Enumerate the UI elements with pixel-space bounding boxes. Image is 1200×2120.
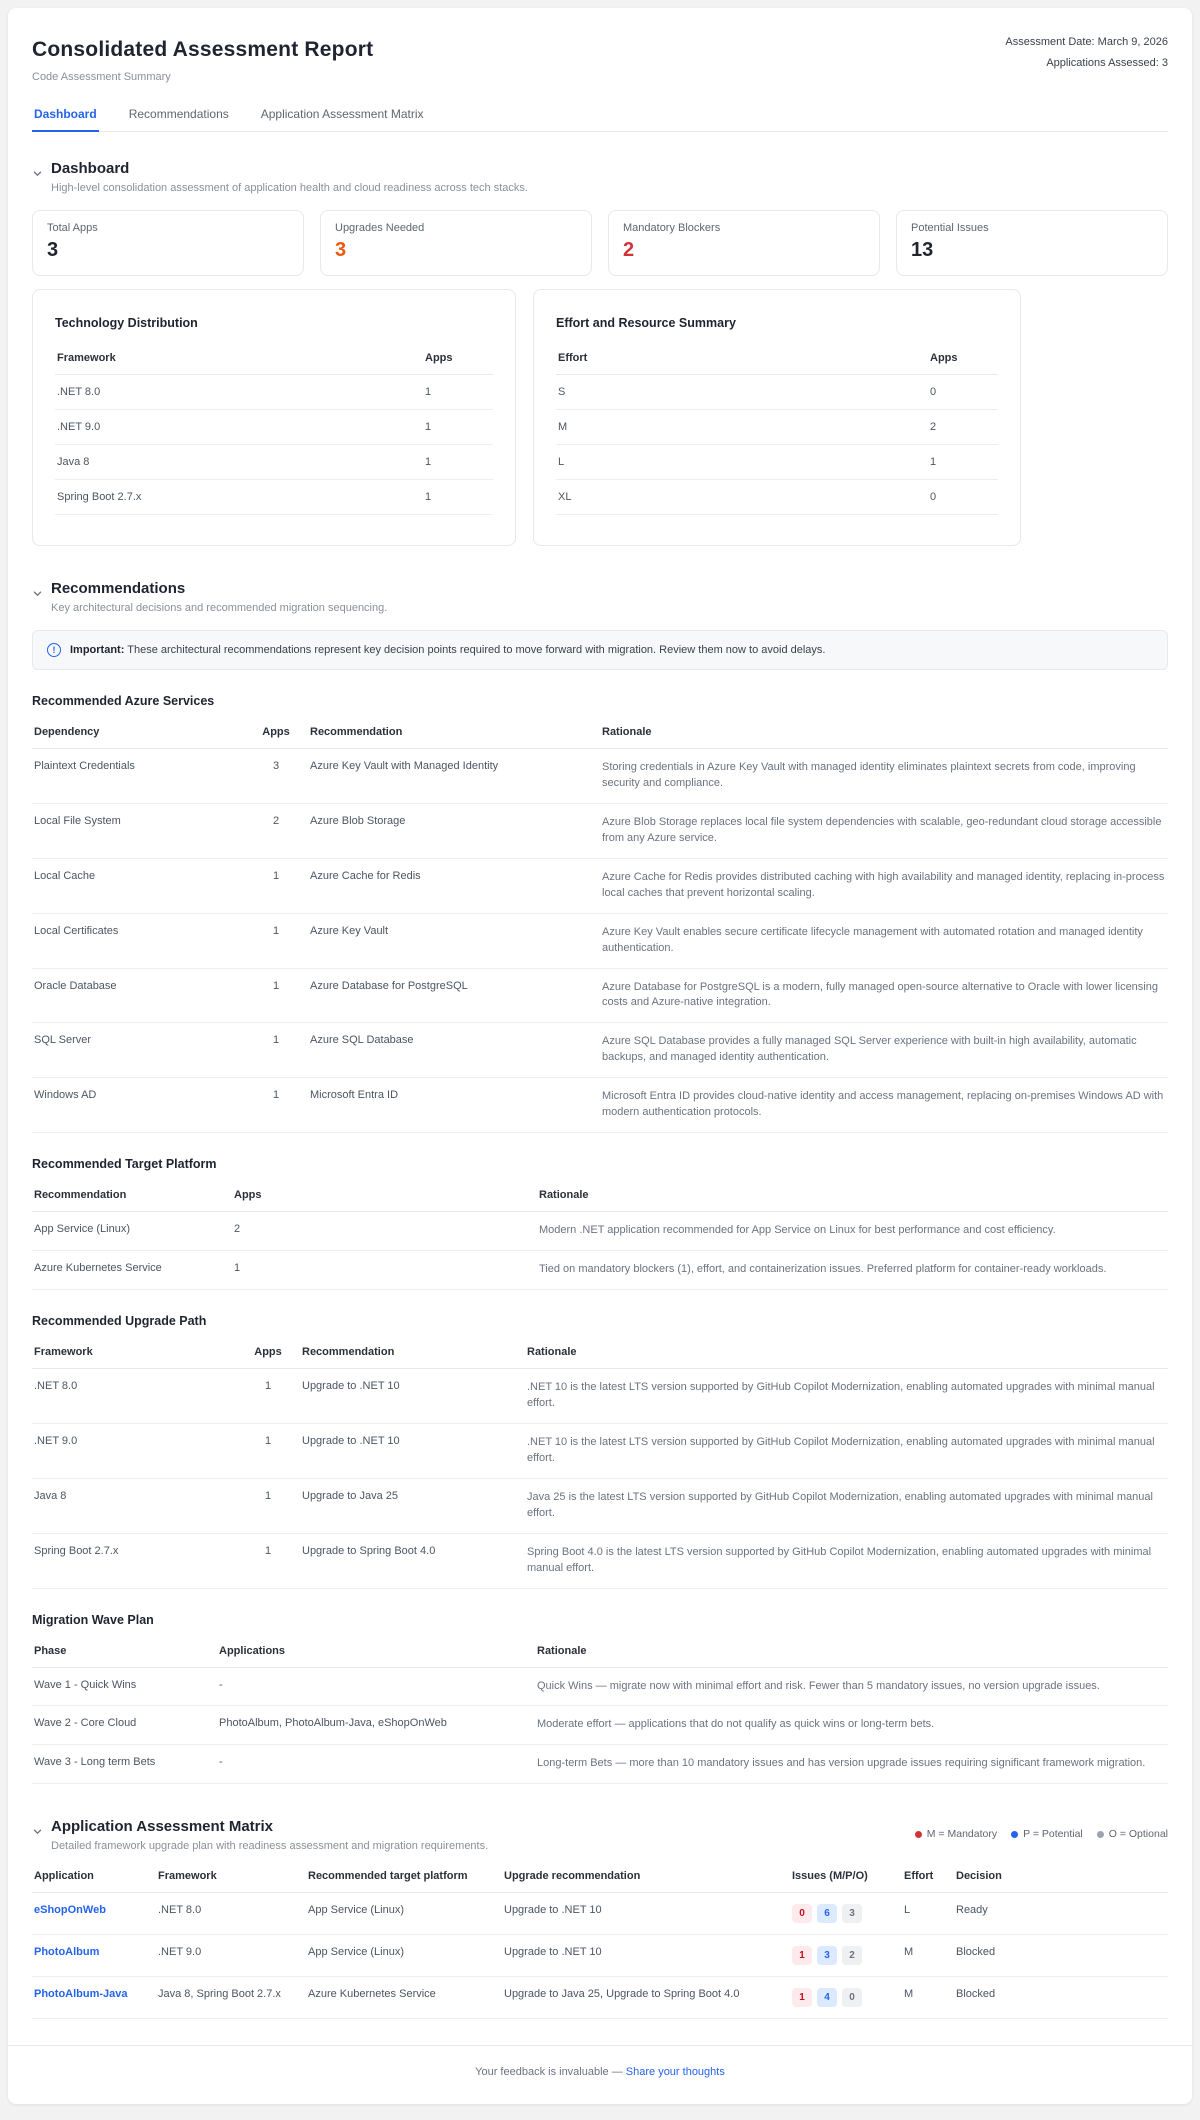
column-header: Rationale	[600, 718, 1168, 749]
cell: SQL Server	[32, 1023, 250, 1078]
upgrade-path-heading: Recommended Upgrade Path	[32, 1314, 207, 1328]
cell: 1	[423, 445, 493, 480]
matrix-section-header	[32, 1818, 488, 1852]
effort-summary-table	[556, 344, 998, 515]
column-header: Apps	[250, 718, 308, 749]
cell: 0	[928, 375, 998, 410]
cell: Local Certificates	[32, 913, 250, 968]
potential-badge: 6	[817, 1904, 837, 1923]
cell: Azure SQL Database provides a fully managed SQL Server experience with built-in high availability, automatic backups, and managed identity authentication.	[600, 1023, 1168, 1078]
cell: Moderate effort — applications that do not qualify as quick wins or long-term bets.	[535, 1706, 1168, 1745]
chevron-down-icon[interactable]	[32, 1824, 43, 1852]
table-row	[556, 410, 998, 445]
cell: 2	[250, 803, 308, 858]
cell: XL	[556, 480, 928, 515]
cell: Microsoft Entra ID provides cloud-native identity and access management, replacing on-premises Windows AD with modern authentication protocols.	[600, 1078, 1168, 1133]
cell: Plaintext Credentials	[32, 749, 250, 804]
column-header: Dependency	[32, 718, 250, 749]
recommendations-description: Key architectural decisions and recommended migration sequencing.	[51, 602, 388, 614]
cell: Local Cache	[32, 858, 250, 913]
table-row	[32, 1977, 1168, 2019]
column-header: Rationale	[525, 1338, 1168, 1369]
banner-label: Important:	[70, 644, 125, 656]
info-icon: !	[47, 643, 61, 657]
cell: Azure Database for PostgreSQL is a modern, fully managed open-source alternative to Oracle with lower licensing costs and Azure-native integration.	[600, 968, 1168, 1023]
cell: .NET 9.0	[156, 1935, 306, 1977]
cell: 1	[242, 1369, 300, 1424]
issues-legend	[915, 1828, 1168, 1840]
cell: Java 25 is the latest LTS version supported by GitHub Copilot Modernization, enabling automated upgrades with minimal manual effort.	[525, 1478, 1168, 1533]
cell: Azure Blob Storage	[308, 803, 600, 858]
panel-title: Technology Distribution	[55, 316, 198, 330]
mandatory-badge: 0	[792, 1904, 812, 1923]
cell: Azure Cache for Redis	[308, 858, 600, 913]
cell: 0	[928, 480, 998, 515]
tab-recommendations[interactable]: Recommendations	[128, 107, 229, 121]
stat-label: Mandatory Blockers	[623, 222, 721, 234]
legend-label: P = Potential	[1023, 1828, 1083, 1841]
column-header: Apps	[928, 344, 998, 375]
cell: -	[217, 1745, 535, 1784]
feedback-footer	[8, 2045, 1192, 2104]
table-row	[32, 858, 1168, 913]
cell: Azure Key Vault with Managed Identity	[308, 749, 600, 804]
legend-label: M = Mandatory	[926, 1828, 998, 1841]
cell: Quick Wins — migrate now with minimal effort and risk. Fewer than 5 mandatory issues, no version upgrade issues.	[535, 1667, 1168, 1706]
page-title: Consolidated Assessment Report	[32, 38, 374, 61]
dashboard-heading: Dashboard	[51, 160, 130, 177]
column-header: Framework	[55, 344, 423, 375]
column-header: Effort	[556, 344, 928, 375]
cell: Azure SQL Database	[308, 1023, 600, 1078]
cell: App Service (Linux)	[32, 1212, 232, 1251]
effort-value: M	[902, 1977, 954, 2019]
app-link-eshoponweb[interactable]: eShopOnWeb	[34, 1904, 106, 1917]
cell: Java 8	[32, 1478, 242, 1533]
column-header: Rationale	[535, 1637, 1168, 1668]
potential-badge: 3	[817, 1946, 837, 1965]
cell: Spring Boot 4.0 is the latest LTS version supported by GitHub Copilot Modernization, enabling automated upgrades with minimal manual effort.	[525, 1533, 1168, 1588]
table-row	[556, 375, 998, 410]
table-row	[55, 375, 493, 410]
cell: 2	[232, 1212, 537, 1251]
target-platform-table	[32, 1181, 1168, 1290]
cell: 1	[423, 410, 493, 445]
share-thoughts-link[interactable]: Share your thoughts	[625, 2066, 725, 2079]
cell: Azure Key Vault	[308, 913, 600, 968]
important-banner	[32, 630, 1168, 670]
table-row	[556, 480, 998, 515]
stat-value: 3	[335, 239, 347, 261]
cell: Storing credentials in Azure Key Vault with managed identity eliminates plaintext secrets from code, improving security and compliance.	[600, 749, 1168, 804]
tab-application-assessment-matrix[interactable]: Application Assessment Matrix	[260, 107, 424, 121]
optional-badge: 3	[842, 1904, 862, 1923]
cell: Spring Boot 2.7.x	[32, 1533, 242, 1588]
cell: 1	[250, 1078, 308, 1133]
table-row	[32, 1478, 1168, 1533]
mandatory-badge: 1	[792, 1988, 812, 2007]
target-platform-heading: Recommended Target Platform	[32, 1157, 217, 1172]
dashboard-section-header	[32, 160, 1168, 194]
column-header: Application	[32, 1862, 156, 1893]
cell: -	[217, 1667, 535, 1706]
table-row	[32, 1667, 1168, 1706]
report-card	[8, 8, 1192, 2104]
report-header	[32, 30, 1168, 83]
stat-value: 2	[623, 239, 635, 261]
cell: .NET 8.0	[32, 1369, 242, 1424]
column-header: Apps	[242, 1338, 300, 1369]
optional-badge: 0	[842, 1988, 862, 2007]
cell: Tied on mandatory blockers (1), effort, and containerization issues. Preferred platform for container-ready workloads.	[537, 1251, 1168, 1290]
table-row	[32, 913, 1168, 968]
matrix-heading: Application Assessment Matrix	[51, 1818, 274, 1836]
optional-dot-icon	[1097, 1831, 1104, 1838]
assessment-date: Assessment Date: March 9, 2026	[1005, 36, 1168, 48]
stat-mandatory-blockers	[608, 210, 880, 276]
cell: App Service (Linux)	[306, 1893, 502, 1935]
column-header: Phase	[32, 1637, 217, 1668]
cell: Upgrade to .NET 10	[300, 1423, 525, 1478]
wave-plan-heading: Migration Wave Plan	[32, 1612, 154, 1627]
column-header: Recommendation	[308, 718, 600, 749]
cell: .NET 9.0	[55, 410, 423, 445]
mandatory-badge: 1	[792, 1946, 812, 1965]
table-row	[55, 410, 493, 445]
column-header: Upgrade recommendation	[502, 1862, 790, 1893]
app-link-photoalbum[interactable]: PhotoAlbum	[34, 1946, 100, 1959]
cell: 1	[928, 445, 998, 480]
cell: L	[556, 445, 928, 480]
cell: Modern .NET application recommended for App Service on Linux for best performance and cost efficiency.	[537, 1212, 1168, 1251]
cell: App Service (Linux)	[306, 1935, 502, 1977]
column-header: Applications	[217, 1637, 535, 1668]
applications-assessed: Applications Assessed: 3	[1046, 56, 1168, 69]
cell: Java 8, Spring Boot 2.7.x	[156, 1977, 306, 2019]
cell: Azure Database for PostgreSQL	[308, 968, 600, 1023]
app-link-photoalbum-java[interactable]: PhotoAlbum-Java	[34, 1988, 128, 2001]
cell: Upgrade to Java 25	[300, 1478, 525, 1533]
cell: Spring Boot 2.7.x	[55, 480, 423, 515]
cell: 1	[423, 375, 493, 410]
cell: 1	[242, 1533, 300, 1588]
cell: 1	[250, 1023, 308, 1078]
effort-value: M	[902, 1935, 954, 1977]
cell: Java 8	[55, 445, 423, 480]
decision-value: Blocked	[954, 1935, 1168, 1977]
legend-label: O = Optional	[1108, 1828, 1168, 1841]
column-header: Effort	[902, 1862, 954, 1893]
cell: M	[556, 410, 928, 445]
column-header: Framework	[32, 1338, 242, 1369]
cell: .NET 8.0	[55, 375, 423, 410]
table-row	[32, 1251, 1168, 1290]
column-header: Rationale	[537, 1181, 1168, 1212]
table-row	[32, 1078, 1168, 1133]
stat-label: Upgrades Needed	[335, 222, 425, 234]
stat-value: 3	[47, 239, 59, 261]
potential-dot-icon	[1011, 1831, 1018, 1838]
technology-distribution-table	[55, 344, 493, 515]
table-row	[32, 1935, 1168, 1977]
table-row	[32, 1212, 1168, 1251]
column-header: Recommendation	[300, 1338, 525, 1369]
cell: Azure Key Vault enables secure certificate lifecycle management with automated rotation and managed identity authentication.	[600, 913, 1168, 968]
table-row	[32, 1893, 1168, 1935]
tab-bar	[32, 101, 1168, 132]
table-row	[556, 445, 998, 480]
assessment-matrix-table	[32, 1862, 1168, 2019]
wave-plan-table	[32, 1637, 1168, 1785]
cell: 3	[250, 749, 308, 804]
matrix-description: Detailed framework upgrade plan with readiness assessment and migration requirements.	[51, 1840, 489, 1853]
upgrade-path-table	[32, 1338, 1168, 1589]
dashboard-description: High-level consolidation assessment of application health and cloud readiness across tech stacks.	[51, 182, 528, 194]
cell: Azure Blob Storage replaces local file system dependencies with scalable, geo-redundant cloud storage accessible from any Azure service.	[600, 803, 1168, 858]
cell: Upgrade to .NET 10	[502, 1893, 790, 1935]
cell: Microsoft Entra ID	[308, 1078, 600, 1133]
column-header: Apps	[423, 344, 493, 375]
stat-potential-issues	[896, 210, 1168, 276]
azure-services-table	[32, 718, 1168, 1133]
cell: 1	[423, 480, 493, 515]
column-header: Decision	[954, 1862, 1168, 1893]
cell: .NET 10 is the latest LTS version supported by GitHub Copilot Modernization, enabling automated upgrades with minimal manual effort.	[525, 1369, 1168, 1424]
table-row	[55, 445, 493, 480]
page-subtitle: Code Assessment Summary	[32, 71, 171, 83]
azure-services-heading: Recommended Azure Services	[32, 694, 215, 708]
recommendations-section-header	[32, 580, 1168, 614]
decision-value: Ready	[954, 1893, 1168, 1935]
cell: Upgrade to Spring Boot 4.0	[300, 1533, 525, 1588]
effort-value: L	[902, 1893, 954, 1935]
cell: Long-term Bets — more than 10 mandatory issues and has version upgrade issues requiring significant framework migration.	[535, 1745, 1168, 1784]
chevron-down-icon[interactable]	[32, 586, 43, 614]
cell: 1	[250, 968, 308, 1023]
table-row	[32, 1745, 1168, 1784]
cell: .NET 10 is the latest LTS version supported by GitHub Copilot Modernization, enabling automated upgrades with minimal manual effort.	[525, 1423, 1168, 1478]
recommendations-heading: Recommendations	[51, 580, 186, 597]
cell: 1	[250, 858, 308, 913]
stat-label: Potential Issues	[911, 222, 989, 234]
cell: Wave 2 - Core Cloud	[32, 1706, 217, 1745]
stat-label: Total Apps	[47, 222, 98, 234]
tab-dashboard[interactable]: Dashboard	[32, 101, 99, 132]
optional-badge: 2	[842, 1946, 862, 1965]
cell: 1	[242, 1423, 300, 1478]
table-row	[32, 1423, 1168, 1478]
panel-title: Effort and Resource Summary	[556, 316, 736, 330]
cell: Azure Kubernetes Service	[32, 1251, 232, 1290]
table-row	[32, 968, 1168, 1023]
cell: Wave 1 - Quick Wins	[32, 1667, 217, 1706]
table-row	[32, 749, 1168, 804]
cell: 1	[250, 913, 308, 968]
chevron-down-icon[interactable]	[32, 166, 43, 194]
decision-value: Blocked	[954, 1977, 1168, 2019]
technology-distribution-panel	[32, 289, 516, 546]
table-row	[32, 803, 1168, 858]
cell: Wave 3 - Long term Bets	[32, 1745, 217, 1784]
column-header: Framework	[156, 1862, 306, 1893]
table-row	[55, 480, 493, 515]
column-header: Recommendation	[32, 1181, 232, 1212]
banner-text: These architectural recommendations represent key decision points required to move forward with migration. Review them now to avoid delays.	[127, 644, 826, 656]
column-header: Issues (M/P/O)	[790, 1862, 902, 1893]
cell: Windows AD	[32, 1078, 250, 1133]
table-row	[32, 1706, 1168, 1745]
cell: Oracle Database	[32, 968, 250, 1023]
column-header: Recommended target platform	[306, 1862, 502, 1893]
feedback-text: Your feedback is invaluable —	[475, 2066, 623, 2079]
table-row	[32, 1023, 1168, 1078]
cell: S	[556, 375, 928, 410]
cell: Upgrade to .NET 10	[502, 1935, 790, 1977]
cell: Azure Cache for Redis provides distributed caching with high availability and managed identity, replacing in-process local caches that prevent horizontal scaling.	[600, 858, 1168, 913]
cell: 1	[232, 1251, 537, 1290]
cell: Upgrade to .NET 10	[300, 1369, 525, 1424]
table-row	[32, 1369, 1168, 1424]
cell: PhotoAlbum, PhotoAlbum-Java, eShopOnWeb	[217, 1706, 535, 1745]
cell: 2	[928, 410, 998, 445]
cell: Azure Kubernetes Service	[306, 1977, 502, 2019]
stat-cards	[32, 210, 1168, 276]
mandatory-dot-icon	[915, 1831, 922, 1838]
effort-summary-panel	[533, 289, 1021, 546]
cell: 1	[242, 1478, 300, 1533]
stat-value: 13	[911, 239, 934, 261]
cell: Upgrade to Java 25, Upgrade to Spring Boot 4.0	[502, 1977, 790, 2019]
stat-upgrades-needed	[320, 210, 592, 276]
table-row	[32, 1533, 1168, 1588]
cell: .NET 9.0	[32, 1423, 242, 1478]
column-header: Apps	[232, 1181, 537, 1212]
potential-badge: 4	[817, 1988, 837, 2007]
cell: Local File System	[32, 803, 250, 858]
stat-total-apps	[32, 210, 304, 276]
cell: .NET 8.0	[156, 1893, 306, 1935]
